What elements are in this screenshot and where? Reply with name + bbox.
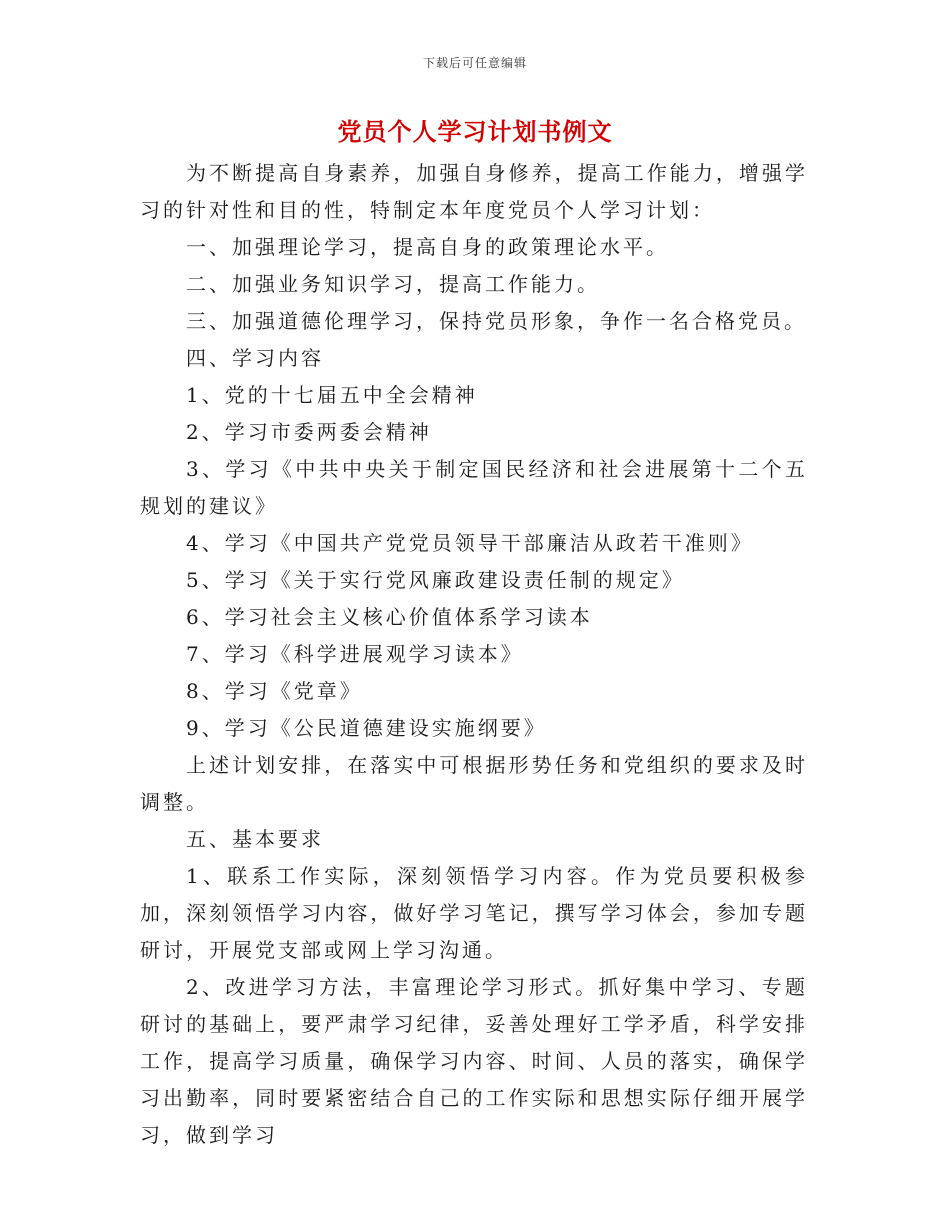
section-heading-content: 四、学习内容 bbox=[186, 346, 324, 370]
paragraph-intro: 为不断提高自身素养，加强自身修养，提高工作能力，增强学习的针对性和目的性，特制定本年度党员个人学习计划： bbox=[140, 161, 808, 222]
content-item-1: 1、党的十七届五中全会精神 bbox=[186, 383, 478, 407]
content-item-2: 2、学习市委两委会精神 bbox=[186, 420, 432, 444]
document-body bbox=[140, 155, 808, 1154]
requirement-2: 2、改进学习方法，丰富理论学习形式。抓好集中学习、专题研讨的基础上，要严肃学习纪律，妥善处理好工学矛盾，科学安排工作，提高学习质量，确保学习内容、时间、人员的落实，确保学习出勤率，同时要紧密结合自己的工作实际和思想实际仔细开展学习，做到学习 bbox=[140, 975, 808, 1147]
requirement-1: 1、联系工作实际，深刻领悟学习内容。作为党员要积极参加，深刻领悟学习内容，做好学习笔记，撰写学习体会，参加专题研讨，开展党支部或网上学习沟通。 bbox=[140, 864, 808, 962]
paragraph-item-3: 三、加强道德伦理学习，保持党员形象，争作一名合格党员。 bbox=[186, 309, 807, 333]
header-note: 下载后可任意编辑 bbox=[422, 56, 527, 70]
content-item-8: 8、学习《党章》 bbox=[186, 679, 363, 703]
content-item-7: 7、学习《科学进展观学习读本》 bbox=[186, 642, 524, 666]
paragraph-item-1: 一、加强理论学习，提高自身的政策理论水平。 bbox=[186, 235, 669, 259]
paragraph-adjustment: 上述计划安排，在落实中可根据形势任务和党组织的要求及时调整。 bbox=[140, 753, 808, 814]
content-item-3: 3、学习《中共中央关于制定国民经济和社会进展第十二个五规划的建议》 bbox=[140, 457, 808, 518]
paragraph-item-2: 二、加强业务知识学习，提高工作能力。 bbox=[186, 272, 600, 296]
content-item-6: 6、学习社会主义核心价值体系学习读本 bbox=[186, 605, 593, 629]
content-item-9: 9、学习《公民道德建设实施纲要》 bbox=[186, 716, 547, 740]
document-title: 党员个人学习计划书例文 bbox=[337, 117, 613, 146]
section-heading-requirements: 五、基本要求 bbox=[186, 827, 324, 851]
content-item-4: 4、学习《中国共产党党员领导干部廉洁从政若干准则》 bbox=[186, 531, 754, 555]
content-item-5: 5、学习《关于实行党风廉政建设责任制的规定》 bbox=[186, 568, 685, 592]
